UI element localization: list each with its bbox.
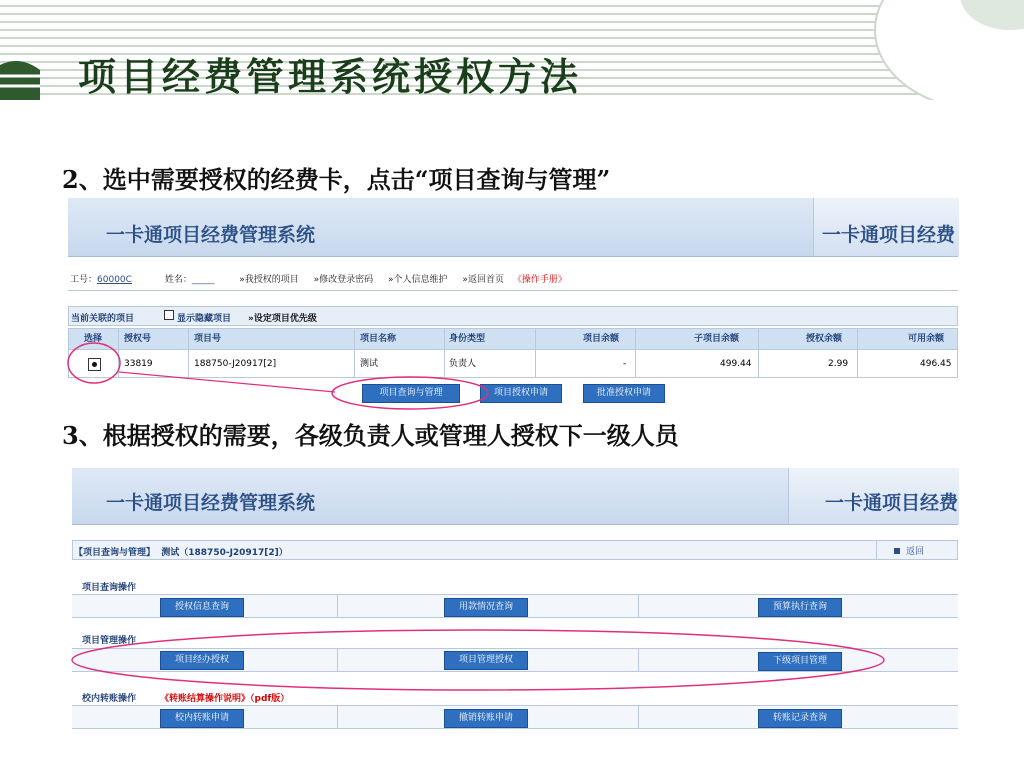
spending-query-button[interactable]: 用款情况查询 [444, 598, 528, 617]
grid-line [337, 595, 338, 617]
transfer-guide-link[interactable]: 《转账结算操作说明》（pdf版） [160, 694, 290, 704]
banner-title-right: 一卡通项目经费 [825, 492, 959, 514]
project-auth-apply-button[interactable]: 项目授权申请 [480, 384, 562, 403]
step-2-text: 2、选中需要授权的经费卡，点击“项目查询与管理” [62, 165, 611, 194]
col-select: 选择 [84, 334, 103, 344]
name-label: 姓名： [164, 275, 192, 285]
project-query-manage-button[interactable]: 项目查询与管理 [362, 384, 460, 403]
grid-line [337, 649, 338, 671]
row-radio[interactable] [88, 358, 101, 371]
col-project-no: 项目号 [194, 334, 222, 344]
name-value: _____ [191, 275, 215, 285]
show-hidden-label: 显示隐藏项目 [177, 314, 232, 324]
col-project-name: 项目名称 [360, 334, 397, 344]
nav-link-home[interactable]: »返回首页 [462, 275, 504, 285]
col-role: 身份类型 [449, 334, 486, 344]
sub-project-manage-button[interactable]: 下级项目管理 [758, 652, 842, 671]
grid-line [638, 595, 639, 617]
grid-line [638, 706, 639, 728]
approve-auth-button[interactable]: 批准授权申请 [583, 384, 665, 403]
grid-line [337, 706, 338, 728]
cell-auth-balance: 2.99 [828, 359, 849, 369]
cell-sub-balance: 499.44 [720, 359, 752, 369]
col-auth-balance: 授权余额 [806, 334, 843, 344]
user-bar [70, 272, 958, 286]
grid-line [444, 328, 445, 378]
cell-available: 496.45 [920, 359, 952, 369]
manager-auth-button[interactable]: 项目管理授权 [444, 651, 528, 670]
id-label: 工号： [70, 275, 98, 285]
grid-line [354, 328, 355, 378]
back-link[interactable]: 返回 [894, 544, 924, 557]
breadcrumb: 【项目查询与管理】 测试（188750-J20917[2]） [74, 548, 288, 558]
screenshot-1 [68, 198, 958, 382]
divider [68, 290, 958, 291]
banner-right [788, 468, 959, 524]
cell-project-name: 测试 [360, 359, 379, 369]
grid-line [635, 328, 636, 378]
transfer-apply-button[interactable]: 校内转账申请 [160, 709, 244, 728]
grid-line [876, 540, 877, 560]
section-manage-label: 项目管理操作 [82, 636, 137, 646]
nav-link-profile[interactable]: »个人信息维护 [388, 275, 448, 285]
budget-query-button[interactable]: 预算执行查询 [758, 598, 842, 617]
col-available: 可用余额 [908, 334, 945, 344]
grid-line [535, 328, 536, 378]
cell-balance: - [623, 359, 627, 369]
grid-line [188, 328, 189, 378]
col-balance: 项目余额 [583, 334, 620, 344]
cell-auth-no: 33819 [124, 359, 153, 369]
show-hidden-checkbox[interactable] [164, 310, 174, 320]
cancel-transfer-button[interactable]: 撤销转账申请 [444, 709, 528, 728]
col-auth-no: 授权号 [124, 334, 152, 344]
radio-dot [92, 362, 97, 367]
auth-info-query-button[interactable]: 授权信息查询 [160, 598, 244, 617]
section-transfer-label: 校内转账操作 [82, 694, 137, 704]
set-priority-link[interactable]: »设定项目优先级 [248, 314, 317, 324]
grid-line [638, 649, 639, 671]
section-query-label: 项目查询操作 [82, 583, 137, 593]
grid-line [758, 328, 759, 378]
nav-link-my-auth[interactable]: »我授权的项目 [239, 275, 299, 285]
step-3-text: 3、根据授权的需要，各级负责人或管理人授权下一级人员 [62, 421, 679, 450]
banner-title-right: 一卡通项目经费 [822, 224, 956, 246]
handler-auth-button[interactable]: 项目经办授权 [160, 651, 244, 670]
cell-role: 负责人 [449, 359, 477, 369]
cell-project-no: 188750-J20917[2] [194, 359, 277, 369]
manual-link[interactable]: 《操作手册》 [512, 275, 567, 285]
screenshot-2 [72, 468, 958, 746]
back-icon [894, 548, 900, 554]
id-value: 60000C [97, 275, 132, 285]
banner-title: 一卡通项目经费管理系统 [106, 224, 316, 246]
grid-line [118, 328, 119, 378]
col-sub-balance: 子项目余额 [694, 334, 740, 344]
nav-link-change-password[interactable]: »修改登录密码 [313, 275, 374, 285]
grid-line [857, 328, 858, 378]
banner-right [813, 198, 959, 256]
page-title: 项目经费管理系统授权方法 [78, 54, 583, 99]
grid-caption: 当前关联的项目 [71, 314, 135, 324]
transfer-record-query-button[interactable]: 转账记录查询 [758, 709, 842, 728]
banner-title: 一卡通项目经费管理系统 [106, 492, 316, 514]
